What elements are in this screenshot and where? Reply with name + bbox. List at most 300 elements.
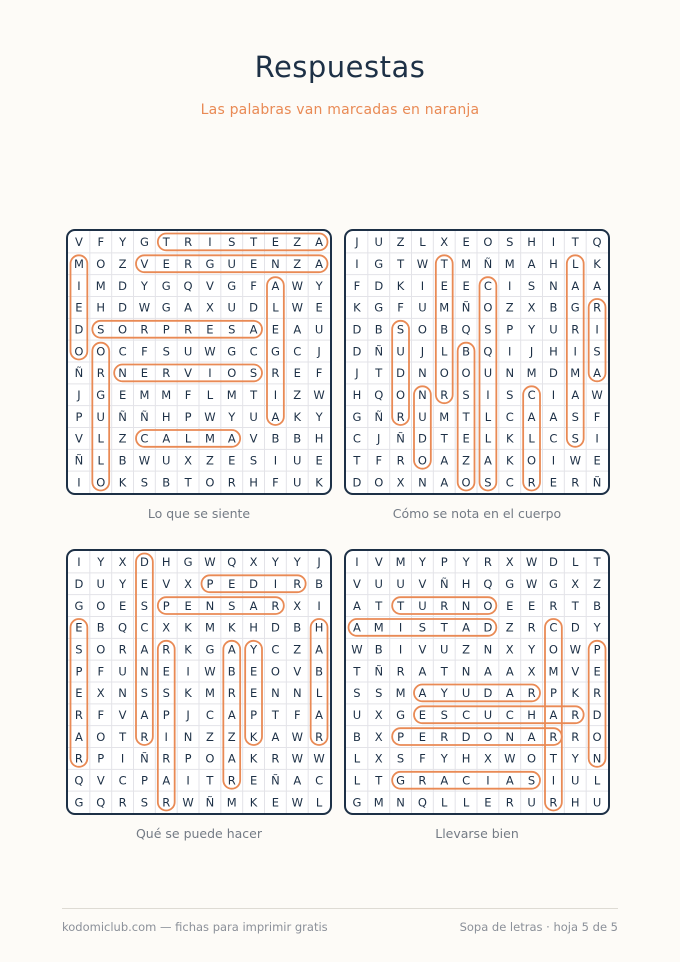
grid-letter: R bbox=[483, 555, 492, 570]
grid-letter: Ñ bbox=[271, 773, 280, 788]
grid-letter: L bbox=[441, 795, 448, 810]
grid-letter: O bbox=[417, 322, 427, 337]
grid-letter: U bbox=[483, 366, 493, 381]
grid-letter: E bbox=[462, 431, 470, 446]
grid-letter: J bbox=[420, 344, 425, 359]
grid-letter: U bbox=[418, 598, 427, 613]
grid-letter: M bbox=[226, 387, 237, 402]
grid-letter: F bbox=[397, 300, 404, 315]
grid-letter: Z bbox=[118, 431, 127, 446]
grid-letter: M bbox=[73, 256, 84, 271]
grid-letter: J bbox=[317, 344, 321, 359]
grid-letter: R bbox=[315, 729, 324, 744]
grid-letter: R bbox=[227, 686, 236, 701]
grid-letter: A bbox=[315, 235, 324, 250]
grid-letter: A bbox=[293, 322, 302, 337]
grid-letter: U bbox=[418, 409, 427, 424]
grid-letter: U bbox=[549, 322, 558, 337]
grid-letter: Ñ bbox=[74, 366, 84, 381]
grid-letter: A bbox=[315, 256, 324, 271]
grid-letter: R bbox=[140, 729, 149, 744]
grid-letter: G bbox=[270, 344, 280, 359]
grid-letter: E bbox=[271, 235, 280, 250]
grid-letter: X bbox=[205, 300, 214, 315]
grid-letter: Y bbox=[119, 235, 127, 250]
grid-letter: V bbox=[74, 431, 83, 446]
grid-letter: F bbox=[97, 664, 105, 679]
grid-letter: W bbox=[138, 300, 151, 315]
grid-canvas bbox=[68, 231, 330, 493]
grid-letter: X bbox=[505, 642, 514, 657]
grid-letter: I bbox=[420, 278, 425, 293]
grid-letter: W bbox=[138, 453, 151, 468]
grid-letter: R bbox=[593, 686, 602, 701]
grid-letter: Ñ bbox=[118, 409, 127, 424]
grid-letter: U bbox=[352, 707, 362, 722]
grid-letter: E bbox=[228, 576, 236, 591]
grid-letter: C bbox=[293, 344, 302, 359]
grid-letter: Y bbox=[293, 555, 301, 570]
grid-letter: A bbox=[352, 620, 361, 635]
grid-letter: A bbox=[527, 409, 536, 424]
grid-letter: S bbox=[484, 322, 492, 337]
grid-letter: U bbox=[461, 686, 471, 701]
grid-letter: D bbox=[570, 620, 580, 635]
grid-letter: E bbox=[315, 300, 323, 315]
grid-letter: E bbox=[506, 598, 514, 613]
grid-letter: G bbox=[161, 278, 171, 293]
grid-letter: R bbox=[396, 453, 405, 468]
grid-letter: X bbox=[374, 707, 383, 722]
grid-letter: Y bbox=[571, 751, 579, 766]
grid-letter: M bbox=[395, 555, 406, 570]
grid-letter: E bbox=[440, 278, 448, 293]
grid-canvas bbox=[68, 551, 330, 813]
grid-letter: Y bbox=[140, 278, 148, 293]
grid-letter: Ñ bbox=[140, 409, 149, 424]
grid-letter: U bbox=[374, 235, 383, 250]
grid-letter: Q bbox=[592, 235, 602, 250]
grid-letter: G bbox=[139, 235, 149, 250]
grid-letter: E bbox=[271, 795, 280, 810]
grid-letter: K bbox=[571, 686, 580, 701]
grid-letter: A bbox=[549, 409, 558, 424]
grid-letter: T bbox=[571, 235, 579, 250]
grid-letter: D bbox=[74, 322, 84, 337]
grid-letter: X bbox=[527, 664, 536, 679]
grid-letter: P bbox=[162, 707, 170, 722]
word-search-grid bbox=[344, 549, 610, 815]
grid-letter: H bbox=[527, 707, 536, 722]
grid-letter: C bbox=[315, 773, 324, 788]
grid-letter: X bbox=[293, 598, 302, 613]
grid-letter: S bbox=[418, 620, 427, 635]
grid-letter: V bbox=[249, 431, 258, 446]
grid-letter: E bbox=[462, 278, 470, 293]
grid-letter: O bbox=[205, 751, 215, 766]
grid-letter: T bbox=[119, 729, 127, 744]
grid-letter: D bbox=[548, 366, 558, 381]
grid-letter: M bbox=[439, 409, 450, 424]
grid-letter: A bbox=[440, 453, 449, 468]
grid-letter: F bbox=[353, 278, 361, 293]
grid-letter: T bbox=[440, 431, 448, 446]
grid-letter: A bbox=[462, 620, 471, 635]
grid-letter: C bbox=[462, 773, 471, 788]
grid-letter: L bbox=[419, 235, 426, 250]
grid-letter: D bbox=[352, 344, 362, 359]
grid-letter: X bbox=[396, 475, 405, 490]
grid-letter: O bbox=[118, 322, 128, 337]
grid-letter: I bbox=[120, 751, 125, 766]
grid-letter: V bbox=[293, 664, 302, 679]
grid-letter: F bbox=[141, 344, 148, 359]
grid-letter: P bbox=[97, 751, 105, 766]
grid-letter: N bbox=[118, 686, 127, 701]
grid-letter: M bbox=[504, 256, 515, 271]
grid-letter: I bbox=[486, 773, 490, 788]
grid-letter: E bbox=[206, 322, 214, 337]
grid-letter: D bbox=[374, 278, 384, 293]
grid-letter: R bbox=[527, 686, 536, 701]
grid-letter: R bbox=[527, 620, 536, 635]
grid-letter: L bbox=[97, 431, 104, 446]
grid-letter: E bbox=[249, 664, 258, 679]
grid-letter: R bbox=[549, 729, 558, 744]
grid-letter: R bbox=[571, 475, 580, 490]
grid-letter: I bbox=[551, 235, 556, 250]
grid-letter: R bbox=[440, 729, 449, 744]
grid-letter: Y bbox=[528, 642, 536, 657]
grid-letter: Ñ bbox=[374, 664, 384, 679]
grid-letter: F bbox=[97, 707, 105, 722]
grid-letter: Z bbox=[505, 620, 514, 635]
grid-letter: L bbox=[315, 686, 323, 701]
grid-letter: F bbox=[419, 751, 426, 766]
grid-letter: X bbox=[162, 620, 171, 635]
grid-letter: P bbox=[440, 555, 448, 570]
grid-letter: E bbox=[162, 256, 170, 271]
grid-letter: Y bbox=[315, 409, 323, 424]
grid-letter: A bbox=[140, 642, 149, 657]
grid-letter: Q bbox=[417, 795, 427, 810]
grid-letter: U bbox=[96, 576, 105, 591]
grid-letter: P bbox=[549, 686, 557, 701]
grid-letter: V bbox=[118, 707, 127, 722]
grid-letter: U bbox=[118, 664, 127, 679]
grid-letter: Z bbox=[293, 256, 302, 271]
grid-letter: S bbox=[140, 598, 149, 613]
grid-letter: G bbox=[96, 387, 106, 402]
grid-letter: S bbox=[462, 387, 470, 402]
grid-letter: Y bbox=[462, 555, 470, 570]
grid-letter: B bbox=[462, 344, 471, 359]
grid-letter: S bbox=[527, 773, 536, 788]
grid-letter: C bbox=[549, 431, 558, 446]
grid-letter: J bbox=[377, 431, 381, 446]
grid-letter: R bbox=[396, 409, 405, 424]
page-title: Respuestas bbox=[254, 50, 426, 84]
grid-letter: W bbox=[204, 555, 216, 570]
grid-letter: E bbox=[75, 686, 83, 701]
grid-letter: I bbox=[551, 387, 556, 402]
grid-letter: Z bbox=[293, 642, 302, 657]
grid-letter: Ñ bbox=[205, 795, 215, 810]
grid-letter: O bbox=[205, 475, 215, 490]
grid-letter: R bbox=[162, 795, 171, 810]
grid-letter: O bbox=[483, 300, 493, 315]
grid-letter: E bbox=[527, 598, 536, 613]
grid-letter: Y bbox=[250, 642, 258, 657]
grid-letter: D bbox=[592, 707, 602, 722]
grid-letter: F bbox=[293, 707, 301, 722]
grid-letter: I bbox=[508, 278, 512, 293]
grid-letter: T bbox=[397, 598, 405, 613]
grid-letter: A bbox=[271, 729, 280, 744]
grid-letter: Q bbox=[483, 576, 493, 591]
grid-letter: H bbox=[314, 620, 324, 635]
grid-letter: D bbox=[74, 576, 84, 591]
grid-letter: U bbox=[527, 795, 536, 810]
grid-letter: T bbox=[440, 256, 448, 271]
grid-letter: Z bbox=[293, 387, 302, 402]
grid-letter: K bbox=[249, 729, 258, 744]
grid-letter: A bbox=[271, 409, 280, 424]
grid-letter: Z bbox=[593, 576, 602, 591]
grid-letter: Ñ bbox=[592, 475, 602, 490]
grid-letter: R bbox=[227, 475, 236, 490]
grid-letter: M bbox=[526, 366, 537, 381]
grid-letter: P bbox=[206, 576, 214, 591]
grid-letter: P bbox=[184, 409, 192, 424]
grid-letter: E bbox=[484, 795, 492, 810]
grid-letter: X bbox=[249, 555, 258, 570]
grid-letter: M bbox=[139, 387, 150, 402]
grid-letter: D bbox=[417, 431, 427, 446]
grid-letter: A bbox=[571, 387, 580, 402]
grid-letter: Q bbox=[461, 322, 471, 337]
grid-letter: F bbox=[593, 409, 601, 424]
grid-letter: Ñ bbox=[374, 409, 384, 424]
grid-letter: T bbox=[353, 453, 361, 468]
grid-letter: C bbox=[505, 707, 514, 722]
grid-letter: C bbox=[205, 707, 214, 722]
grid-letter: C bbox=[505, 409, 514, 424]
grid-letter: A bbox=[505, 686, 514, 701]
grid-letter: K bbox=[118, 475, 127, 490]
grid-letter: K bbox=[184, 686, 192, 701]
grid-letter: C bbox=[271, 642, 280, 657]
grid-letter: N bbox=[592, 751, 602, 766]
grid-letter: P bbox=[140, 773, 148, 788]
grid-letter: I bbox=[77, 475, 81, 490]
grid-letter: S bbox=[162, 344, 170, 359]
grid-letter: X bbox=[374, 751, 383, 766]
grid-letter: E bbox=[75, 300, 83, 315]
grid-letter: I bbox=[508, 344, 512, 359]
grid-letter: H bbox=[549, 344, 558, 359]
grid-letter: Q bbox=[74, 773, 84, 788]
grid-letter: R bbox=[440, 598, 449, 613]
grid-letter: H bbox=[96, 300, 106, 315]
grid-letter: A bbox=[140, 707, 149, 722]
grid-letter: T bbox=[462, 409, 470, 424]
grid-letter: U bbox=[249, 409, 258, 424]
grid-letter: U bbox=[396, 344, 405, 359]
grid-letter: T bbox=[375, 366, 383, 381]
grid-letter: K bbox=[293, 409, 302, 424]
grid-letter: O bbox=[270, 664, 280, 679]
grid-letter: X bbox=[184, 576, 193, 591]
grid-letter: G bbox=[183, 555, 193, 570]
grid-letter: A bbox=[184, 300, 193, 315]
grid-letter: A bbox=[549, 707, 558, 722]
puzzle-caption: Cómo se nota en el cuerpo bbox=[392, 506, 562, 521]
grid-letter: T bbox=[250, 387, 258, 402]
grid-letter: U bbox=[483, 707, 493, 722]
grid-letter: R bbox=[527, 475, 536, 490]
grid-letter: O bbox=[96, 256, 106, 271]
grid-letter: R bbox=[96, 366, 105, 381]
grid-letter: V bbox=[162, 576, 171, 591]
grid-letter: S bbox=[396, 322, 405, 337]
grid-letter: B bbox=[352, 729, 361, 744]
grid-letter: Q bbox=[96, 795, 106, 810]
grid-letter: P bbox=[593, 642, 601, 657]
grid-letter: G bbox=[396, 773, 406, 788]
grid-letter: I bbox=[317, 598, 321, 613]
grid-letter: U bbox=[418, 300, 427, 315]
grid-letter: N bbox=[418, 387, 427, 402]
grid-letter: C bbox=[505, 475, 514, 490]
grid-letter: V bbox=[74, 235, 83, 250]
grid-letter: I bbox=[595, 322, 599, 337]
grid-letter: U bbox=[162, 453, 171, 468]
grid-letter: O bbox=[96, 598, 106, 613]
grid-letter: Ñ bbox=[374, 344, 384, 359]
grid-letter: Z bbox=[462, 642, 471, 657]
grid-letter: R bbox=[74, 751, 83, 766]
grid-letter: R bbox=[118, 642, 127, 657]
grid-letter: N bbox=[483, 642, 493, 657]
grid-letter: B bbox=[549, 300, 558, 315]
grid-letter: A bbox=[271, 278, 280, 293]
grid-letter: T bbox=[375, 773, 383, 788]
grid-letter: R bbox=[293, 576, 302, 591]
grid-letter: D bbox=[483, 620, 493, 635]
grid-letter: V bbox=[571, 664, 580, 679]
grid-letter: O bbox=[96, 475, 106, 490]
grid-letter: Z bbox=[205, 453, 214, 468]
grid-letter: O bbox=[527, 751, 537, 766]
grid-letter: B bbox=[293, 431, 302, 446]
grid-letter: A bbox=[483, 453, 492, 468]
grid-letter: L bbox=[272, 300, 279, 315]
grid-letter: M bbox=[161, 387, 172, 402]
word-search-grid bbox=[66, 549, 332, 815]
grid-letter: X bbox=[527, 300, 536, 315]
grid-letter: C bbox=[527, 387, 536, 402]
grid-letter: B bbox=[440, 322, 449, 337]
grid-letter: S bbox=[375, 686, 383, 701]
grid-letter: K bbox=[505, 453, 514, 468]
grid-letter: B bbox=[118, 453, 127, 468]
grid-letter: E bbox=[315, 453, 323, 468]
grid-letter: B bbox=[315, 664, 324, 679]
grid-letter: O bbox=[592, 729, 602, 744]
grid-letter: M bbox=[548, 664, 559, 679]
grid-letter: W bbox=[313, 387, 325, 402]
grid-letter: D bbox=[548, 555, 558, 570]
grid-letter: A bbox=[293, 773, 302, 788]
grid-letter: H bbox=[461, 576, 471, 591]
grid-letter: I bbox=[551, 453, 556, 468]
grid-letter: S bbox=[527, 278, 536, 293]
grid-letter: F bbox=[375, 453, 383, 468]
grid-letter: O bbox=[417, 453, 427, 468]
grid-letter: Z bbox=[227, 729, 236, 744]
grid-letter: B bbox=[374, 322, 383, 337]
grid-letter: B bbox=[593, 598, 602, 613]
grid-letter: J bbox=[317, 555, 321, 570]
grid-letter: M bbox=[461, 256, 472, 271]
grid-letter: S bbox=[396, 751, 405, 766]
grid-letter: G bbox=[74, 795, 84, 810]
grid-letter: O bbox=[96, 642, 106, 657]
grid-letter: Ñ bbox=[140, 751, 149, 766]
puzzle-caption: Llevarse bien bbox=[435, 826, 519, 841]
grid-letter: S bbox=[353, 686, 361, 701]
grid-letter: U bbox=[293, 475, 302, 490]
grid-letter: E bbox=[418, 707, 427, 722]
grid-letter: M bbox=[439, 300, 450, 315]
grid-letter: Q bbox=[183, 278, 193, 293]
grid-letter: U bbox=[592, 795, 602, 810]
grid-letter: N bbox=[292, 686, 302, 701]
grid-letter: G bbox=[352, 795, 362, 810]
grid-letter: W bbox=[525, 576, 538, 591]
grid-letter: Q bbox=[118, 620, 128, 635]
grid-letter: L bbox=[484, 431, 492, 446]
grid-letter: A bbox=[227, 431, 236, 446]
grid-letter: L bbox=[593, 773, 601, 788]
grid-letter: A bbox=[527, 729, 536, 744]
grid-letter: Y bbox=[119, 576, 127, 591]
grid-letter: A bbox=[505, 773, 514, 788]
grid-letter: N bbox=[271, 256, 280, 271]
grid-letter: G bbox=[374, 256, 384, 271]
grid-letter: G bbox=[548, 576, 558, 591]
grid-letter: M bbox=[204, 620, 215, 635]
grid-letter: E bbox=[418, 729, 427, 744]
grid-letter: K bbox=[353, 300, 361, 315]
grid-letter: G bbox=[505, 576, 515, 591]
grid-letter: I bbox=[398, 620, 403, 635]
grid-letter: S bbox=[571, 431, 579, 446]
grid-letter: A bbox=[74, 729, 83, 744]
grid-letter: P bbox=[184, 751, 192, 766]
grid-letter: A bbox=[571, 278, 580, 293]
grid-letter: E bbox=[249, 256, 258, 271]
grid-letter: M bbox=[373, 795, 384, 810]
grid-letter: R bbox=[118, 795, 127, 810]
grid-letter: C bbox=[249, 344, 258, 359]
grid-letter: Ñ bbox=[439, 576, 449, 591]
grid-letter: S bbox=[249, 453, 258, 468]
grid-letter: X bbox=[118, 555, 127, 570]
grid-letter: S bbox=[228, 598, 236, 613]
grid-letter: S bbox=[228, 322, 236, 337]
